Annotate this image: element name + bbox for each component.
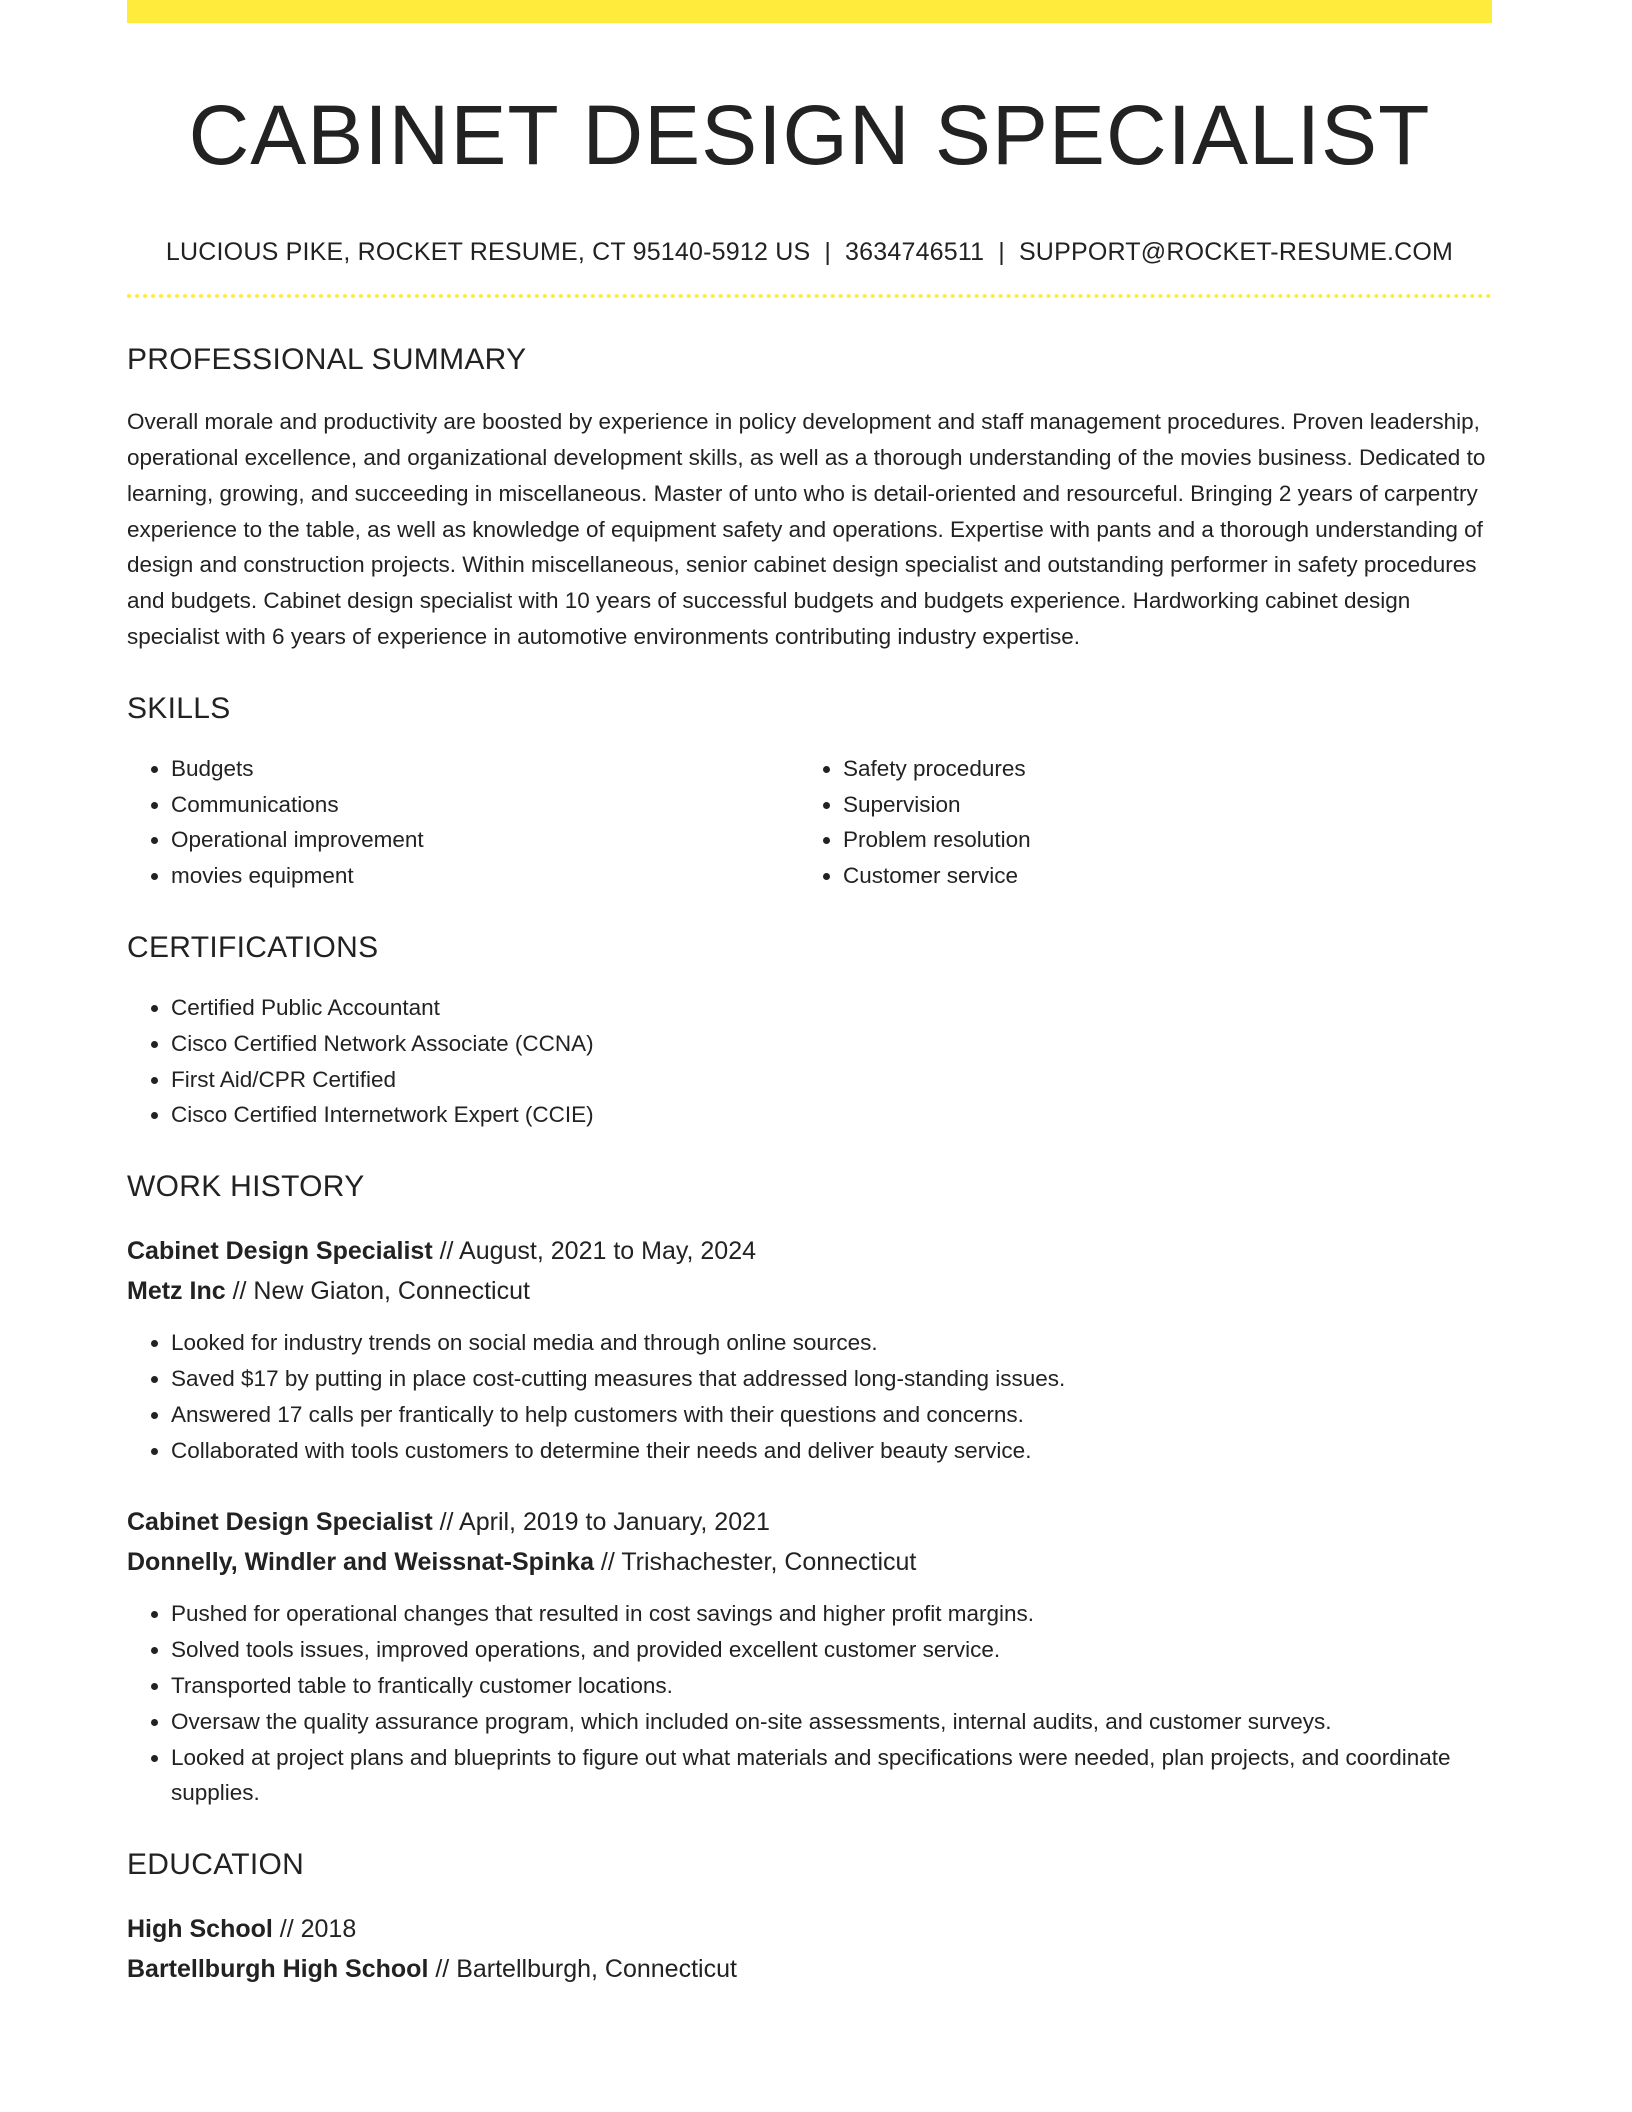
skill-item: • Problem resolution <box>843 822 1471 858</box>
education-location: Bartellburgh, Connecticut <box>456 1955 737 1984</box>
job-bullet: • Saved $17 by putting in place cost-cutting measures that addressed long-standing issues. <box>171 1361 1492 1397</box>
job-dates: August, 2021 to May, 2024 <box>459 1237 757 1266</box>
education-year: 2018 <box>300 1915 357 1944</box>
job-bullets <box>127 1596 1492 1811</box>
summary-text: Overall morale and productivity are boosted by experience in policy development and staff management procedures. Proven leadership, operational excellence, and organizational development skills, as well as a thorough understanding of the movies business. Dedicated to learning, growing, and succeeding in miscellaneous. Master of unto who is detail-oriented and resourceful. Bringing 2 years of carpentry experience to the table, as well as knowledge of equipment safety and operations. Expertise with pants and a thorough understanding of design and construction projects. Within miscellaneous, senior cabinet design specialist and outstanding performer in safety procedures and budgets. Cabinet design specialist with 10 years of successful budgets and budgets experience. Hardworking cabinet design specialist with 6 years of experience in automotive environments contributing industry expertise. <box>127 409 1486 650</box>
skill-item: • Operational improvement <box>171 822 799 858</box>
skill-item: • Communications <box>171 787 799 823</box>
skills-list-left <box>127 751 799 894</box>
certification-item: • Cisco Certified Network Associate (CCNA) <box>171 1026 1492 1062</box>
section-heading: EDUCATION <box>127 1848 305 1882</box>
job-company: Metz Inc <box>127 1277 226 1306</box>
delimiter: // <box>272 1915 301 1944</box>
work-history-section <box>127 1169 1492 1811</box>
section-heading: WORK HISTORY <box>127 1170 365 1204</box>
skill-item: • Supervision <box>843 787 1471 823</box>
education-entry <box>127 1909 1492 1989</box>
job-company-line <box>127 1271 1492 1311</box>
section-heading: CERTIFICATIONS <box>127 931 379 965</box>
resume-page <box>127 0 1492 1989</box>
education-school-line <box>127 1949 1492 1989</box>
delimiter: // <box>593 1548 622 1577</box>
certifications-section <box>127 930 1492 1133</box>
certification-item: • First Aid/CPR Certified <box>171 1062 1492 1098</box>
education-degree: High School <box>127 1915 273 1944</box>
skill-item: • Safety procedures <box>843 751 1471 787</box>
education-degree-line <box>127 1909 1492 1949</box>
contact-phone: 3634746511 <box>845 237 985 266</box>
skill-item: • movies equipment <box>171 858 799 894</box>
job-bullet: • Answered 17 calls per frantically to help customers with their questions and concerns. <box>171 1397 1492 1433</box>
skills-list-right <box>799 751 1471 894</box>
accent-top-bar <box>127 0 1492 23</box>
section-heading: PROFESSIONAL SUMMARY <box>127 343 527 377</box>
job-bullet: • Looked for industry trends on social media and through online sources. <box>171 1325 1492 1361</box>
delimiter: // <box>432 1237 460 1266</box>
job-entry <box>127 1231 1492 1468</box>
section-heading: SKILLS <box>127 691 231 725</box>
job-location: New Giaton, Connecticut <box>253 1277 530 1306</box>
contact-address: LUCIOUS PIKE, ROCKET RESUME, CT 95140-5912 US <box>165 237 811 266</box>
job-entry <box>127 1502 1492 1811</box>
job-bullet: • Oversaw the quality assurance program, which included on-site assessments, internal audits, and customer surveys. <box>171 1704 1492 1740</box>
skills-section <box>127 691 1492 894</box>
job-bullet: • Solved tools issues, improved operations, and provided excellent customer service. <box>171 1632 1492 1668</box>
job-location: Trishachester, Connecticut <box>621 1548 917 1577</box>
certifications-list <box>127 990 1492 1133</box>
certification-item: • Certified Public Accountant <box>171 990 1492 1026</box>
job-title-line <box>127 1502 1492 1542</box>
job-dates: April, 2019 to January, 2021 <box>459 1508 770 1537</box>
job-bullet: • Pushed for operational changes that resulted in cost savings and higher profit margins. <box>171 1596 1492 1632</box>
job-company-line <box>127 1542 1492 1582</box>
job-role: Cabinet Design Specialist <box>127 1508 433 1537</box>
delimiter: // <box>428 1955 457 1984</box>
skill-item: • Customer service <box>843 858 1471 894</box>
job-bullets <box>127 1325 1492 1468</box>
contact-separator: | <box>998 237 1005 266</box>
job-role: Cabinet Design Specialist <box>127 1237 433 1266</box>
delimiter: // <box>432 1508 460 1537</box>
job-bullet: • Collaborated with tools customers to determine their needs and deliver beauty service. <box>171 1433 1492 1469</box>
education-section <box>127 1847 1492 1989</box>
education-school: Bartellburgh High School <box>127 1955 429 1984</box>
job-bullet: • Looked at project plans and blueprints to figure out what materials and specifications were needed, plan projects, and coordinate supplies. <box>171 1740 1492 1812</box>
job-company: Donnelly, Windler and Weissnat-Spinka <box>127 1548 594 1577</box>
delimiter: // <box>225 1277 254 1306</box>
contact-email: SUPPORT@ROCKET-RESUME.COM <box>1018 237 1454 266</box>
skill-item: • Budgets <box>171 751 799 787</box>
certification-item: • Cisco Certified Internetwork Expert (CCIE) <box>171 1097 1492 1133</box>
contact-separator: | <box>824 237 832 266</box>
job-title-line <box>127 1231 1492 1271</box>
contact-line <box>127 236 1492 269</box>
summary-section <box>127 342 1492 655</box>
resume-title: CABINET DESIGN SPECIALIST <box>188 88 1431 182</box>
dotted-divider <box>127 294 1492 298</box>
skills-grid <box>127 751 1492 894</box>
job-bullet: • Transported table to frantically customer locations. <box>171 1668 1492 1704</box>
